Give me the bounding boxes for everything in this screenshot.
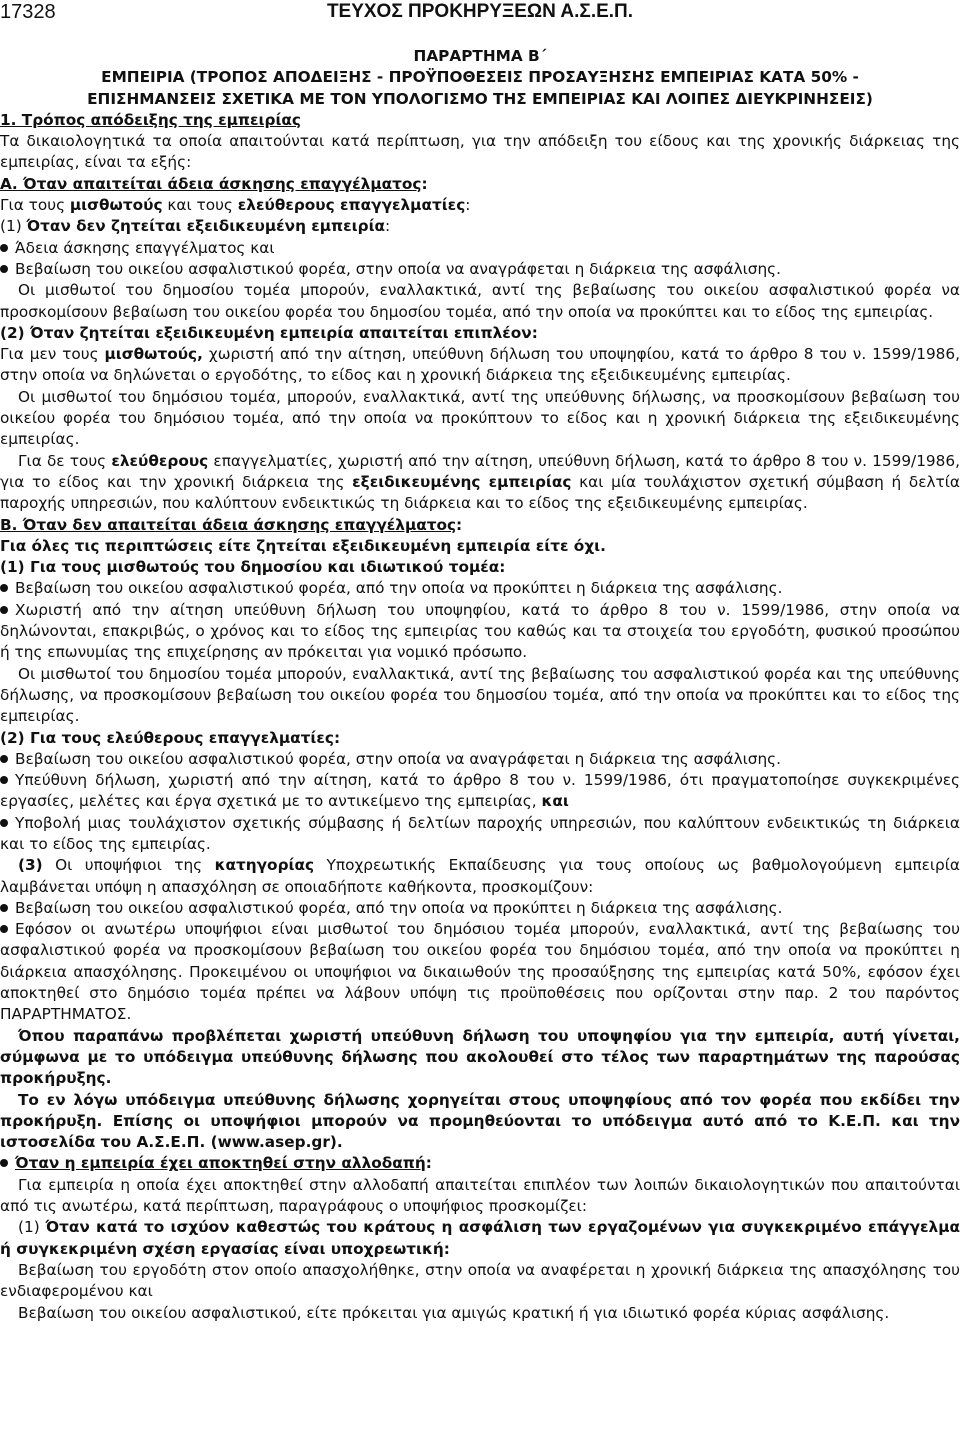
list-item: Εφόσον οι ανωτέρω υποψήφιοι είναι μισθωτοί του δημόσιου τομέα μπορούν, εναλλακτικά, αντί της βεβαίωσης του ασφαλιστικού φορέα να προσκομίσουν βεβαίωση του οικείου φορέα του δημόσιου τομέα, από την οποία να προκύπτει η διάρκεια απασχόλησης. Προκειμένου οι υποψήφιοι να δικαιωθούν της προσαύξησης της εμπειρίας κατά 50%, εφόσον έχει αποκτηθεί στο δημόσιο τομέα πρέπει να λάβουν υπόψη τις προϋποθέσεις που ορίζονται στην παρ. 2 του παρόντος ΠΑΡΑΡΤΗΜΑΤΟΣ. <box>0 919 960 1025</box>
section-b-case-1: (1) Για τους μισθωτούς του δημοσίου και ιδιωτικού τομέα: <box>0 558 506 577</box>
list-item: Βεβαίωση του οικείου ασφαλιστικού φορέα, στην οποία να αναγράφεται η διάρκεια της ασφάλισης. <box>0 259 960 280</box>
page-header <box>0 0 960 34</box>
page-number: 17328 <box>0 1 56 23</box>
list-item: Υπεύθυνη δήλωση, χωριστή από την αίτηση, κατά το άρθρο 8 του ν. 1599/1986, ότι πραγματοποίησε συγκεκριμένες εργασίες, μελέτες και έργα σχετικά με το αντικείμενο της εμπειρίας, και <box>0 770 960 813</box>
paragraph: Οι μισθωτοί του δημόσιου τομέα, μπορούν, εναλλακτικά, αντί της υπεύθυνης δήλωσης, να προσκομίσουν βεβαίωση του οικείου φορέα του δημόσιου τομέα, από την οποία να προκύπτουν το είδος και η χρονική διάρκεια της εξειδικευμένης εμπειρίας. <box>0 387 960 449</box>
section-b-heading: Β. Όταν δεν απαιτείται άδεια άσκησης επαγγέλματος: <box>0 515 463 534</box>
section-1-intro: Τα δικαιολογητικά τα οποία απαιτούνται κατά περίπτωση, για την απόδειξη του είδους και της χρονικής διάρκειας της εμπειρίας, είναι τα εξής: <box>0 132 960 172</box>
list-item: Υποβολή μιας τουλάχιστον σχετικής σύμβασης ή δελτίων παροχής υπηρεσιών, που καλύπτουν ενδεικτικώς τη διάρκεια και το είδος της εμπειρίας. <box>0 813 960 856</box>
section-b-case-3: (3) Οι υποψήφιοι της κατηγορίας Υποχρεωτικής Εκπαίδευσης για τους οποίους ως βαθμολογούμενη εμπειρία λαμβάνεται υπόψη η απασχόληση σε οποιαδήποτε καθήκοντα, προσκομίζουν: <box>0 856 960 896</box>
section-a-heading: Α. Όταν απαιτείται άδεια άσκησης επαγγέλματος: <box>0 174 428 193</box>
section-a-audience: Για τους μισθωτούς και τους ελεύθερους επαγγελματίες: <box>0 196 471 215</box>
list-item: Βεβαίωση του οικείου ασφαλιστικού φορέα, από την οποία να προκύπτει η διάρκεια της ασφάλισης. <box>0 898 960 919</box>
paragraph: Βεβαίωση του οικείου ασφαλιστικού, είτε πρόκειται για αμιγώς κρατική ή για ιδιωτικό φορέα κύριας ασφάλισης. <box>18 1303 890 1322</box>
annex-subtitle-line-2: ΕΠΙΣΗΜΑΝΣΕΙΣ ΣΧΕΤΙΚΑ ΜΕ ΤΟΝ ΥΠΟΛΟΓΙΣΜΟ ΤΗΣ ΕΜΠΕΙΡΙΑΣ ΚΑΙ ΛΟΙΠΕΣ ΔΙΕΥΚΡΙΝΗΣΕΙΣ) <box>87 89 873 108</box>
bold-notice-paragraph: Όπου παραπάνω προβλέπεται χωριστή υπεύθυνη δήλωση του υποψηφίου για την εμπειρία, αυτή γίνεται, σύμφωνα με το υπόδειγμα υπεύθυνης δήλωσης που ακολουθεί στο τέλος των παραρτημάτων της παρούσας προκήρυξης. <box>0 1026 960 1088</box>
section-1-heading: 1. Τρόπος απόδειξης της εμπειρίας <box>0 110 301 129</box>
list-item: Χωριστή από την αίτηση υπεύθυνη δήλωση του υποψηφίου, κατά το άρθρο 8 του ν. 1599/1986, στην οποία να δηλώνονται, επακριβώς, ο χρόνος και το είδος της εμπειρίας του καθώς και τα στοιχεία του εργοδότη, φυσικού προσώπου ή της επωνυμίας της επιχείρησης αν πρόκειται για νομικό πρόσωπο. <box>0 600 960 664</box>
paragraph: Οι μισθωτοί του δημοσίου τομέα μπορούν, εναλλακτικά, αντί της βεβαίωσης του ασφαλιστικού φορέα και της υπεύθυνης δήλωσης, να προσκομίσουν βεβαίωση του οικείου φορέα του δημοσίου τομέα, από την οποία να προκύπτει και το είδος της εμπειρίας. <box>0 664 960 726</box>
section-b-case-2: (2) Για τους ελεύθερους επαγγελματίες: <box>0 728 341 747</box>
paragraph: Για μεν τους μισθωτούς, χωριστή από την αίτηση, υπεύθυνη δήλωση του υποψηφίου, κατά το άρθρο 8 του ν. 1599/1986, στην οποία να δηλώνεται ο εργοδότης, το είδος και η χρονική διάρκεια της εξειδικευμένης εμπειρίας. <box>0 345 960 385</box>
paragraph: Οι μισθωτοί του δημοσίου τομέα μπορούν, εναλλακτικά, αντί της βεβαίωσης του οικείου ασφαλιστικού φορέα να προσκομίσουν βεβαίωση του οικείου φορέα του δημοσίου τομέα, από την οποία να προκύπτει και το είδος της εμπειρίας. <box>0 281 960 321</box>
paragraph: Βεβαίωση του εργοδότη στον οποίο απασχολήθηκε, στην οποία να αναφέρεται η χρονική διάρκεια της απασχόλησης του ενδιαφερομένου και <box>0 1260 960 1301</box>
document-body <box>0 46 960 1324</box>
abroad-case-1: (1) Όταν κατά το ισχύον καθεστώς του κράτους η ασφάλιση των εργαζομένων για συγκεκριμένο επάγγελμα ή συγκεκριμένη σχέση εργασίας είναι υποχρεωτική: <box>0 1218 960 1258</box>
annex-title: ΠΑΡΑΡΤΗΜΑ Β΄ <box>413 47 547 65</box>
bold-notice-paragraph: Το εν λόγω υπόδειγμα υπεύθυνης δήλωσης χορηγείται στους υποψηφίους από τον φορέα που εκδίδει την προκήρυξη. Επίσης οι υποψήφιοι μπορούν να προμηθεύονται το υπόδειγμα αυτό από το Κ.Ε.Π. και την ιστοσελίδα του Α.Σ.Ε.Π. (www.asep.gr). <box>0 1090 960 1152</box>
section-b-all-cases: Για όλες τις περιπτώσεις είτε ζητείται εξειδικευμένη εμπειρία είτε όχι. <box>0 536 606 555</box>
paragraph: Για δε τους ελεύθερους επαγγελματίες, χωριστή από την αίτηση, υπεύθυνη δήλωση, κατά το άρθρο 8 του ν. 1599/1986, για το είδος και την χρονική διάρκεια της εξειδικευμένης εμπειρίας και μία τουλάχιστον σχετική σύμβαση ή δελτία παροχής υπηρεσιών, που καλύπτουν ενδεικτικώς τη διάρκεια και το είδος της εξειδικευμένης εμπειρίας. <box>0 451 960 513</box>
journal-title: ΤΕΥΧΟΣ ΠΡΟΚΗΡΥΞΕΩΝ Α.Σ.Ε.Π. <box>326 1 634 22</box>
list-item: Βεβαίωση του οικείου ασφαλιστικού φορέα, από την οποία να προκύπτει η διάρκεια της ασφάλισης. <box>0 578 960 599</box>
list-item: Βεβαίωση του οικείου ασφαλιστικού φορέα, στην οποία να αναγράφεται η διάρκεια της ασφάλισης. <box>0 749 960 770</box>
section-a-case-2: (2) Όταν ζητείται εξειδικευμένη εμπειρία απαιτείται επιπλέον: <box>0 323 538 342</box>
paragraph: Για εμπειρία η οποία έχει αποκτηθεί στην αλλοδαπή απαιτείται επιπλέον των λοιπών δικαιολογητικών που απαιτούνται από τις ανωτέρω, κατά περίπτωση, παραγράφους ο υποψήφιος προσκομίζει: <box>0 1175 960 1216</box>
list-item: Άδεια άσκησης επαγγέλματος και <box>0 238 960 259</box>
annex-subtitle-line-1: ΕΜΠΕΙΡΙΑ (ΤΡΟΠΟΣ ΑΠΟΔΕΙΞΗΣ - ΠΡΟΫΠΟΘΕΣΕΙΣ ΠΡΟΣΑΥΞΗΣΗΣ ΕΜΠΕΙΡΙΑΣ ΚΑΤΑ 50% - <box>101 68 859 87</box>
section-a-case-1: (1) Όταν δεν ζητείται εξειδικευμένη εμπειρία: <box>0 217 391 236</box>
abroad-heading: Όταν η εμπειρία έχει αποκτηθεί στην αλλοδαπή: <box>0 1153 960 1174</box>
